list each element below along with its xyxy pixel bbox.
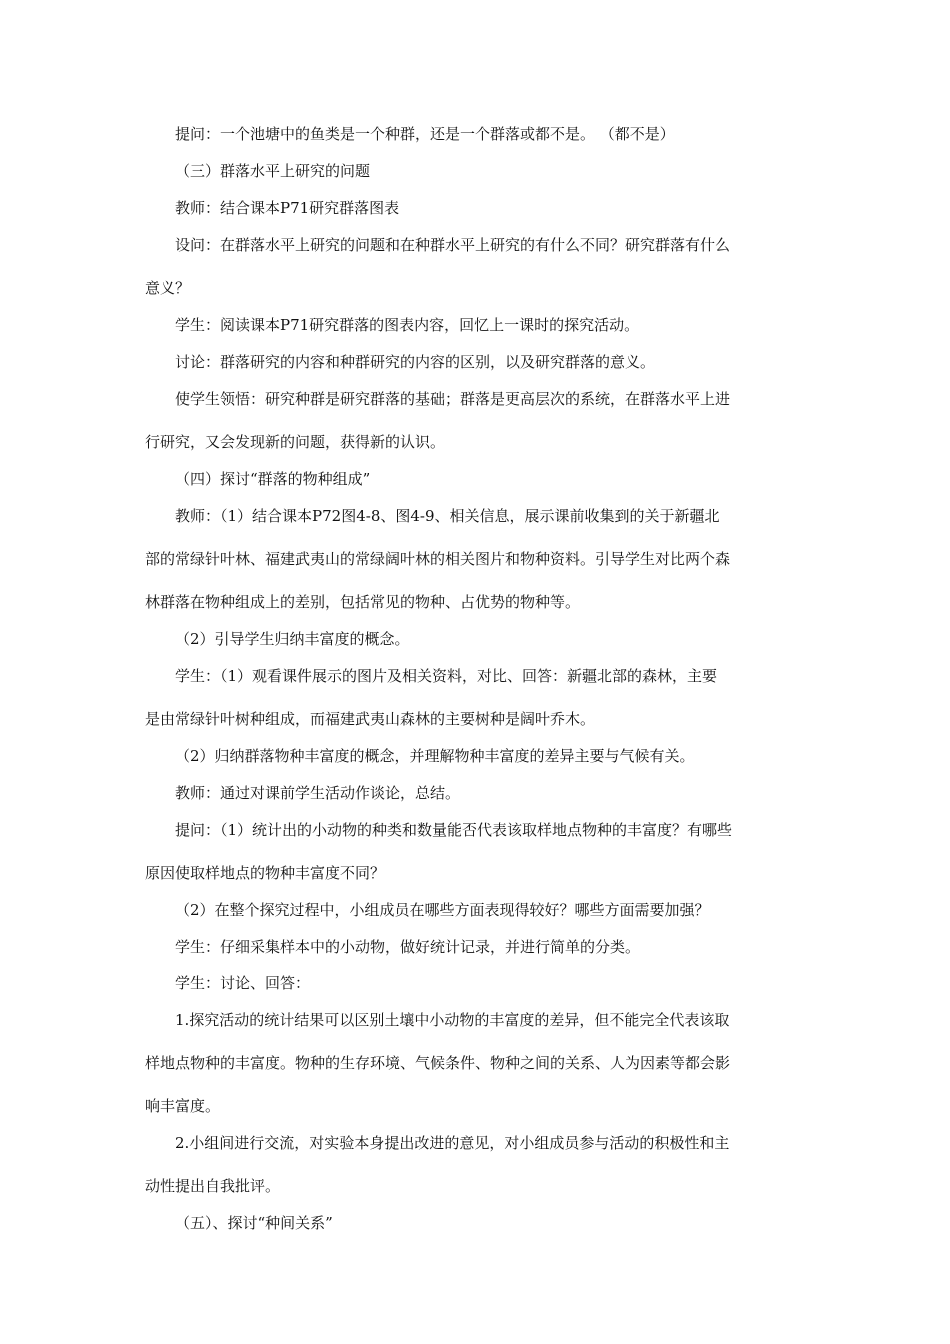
paragraph-line: 1.探究活动的统计结果可以区别土壤中小动物的丰富度的差异，但不能完全代表该取 [175, 1011, 730, 1029]
paragraph-line: 教师：（1）结合课本P72图4-8、图4-9、相关信息，展示课前收集到的关于新疆北 [175, 507, 720, 525]
section-heading: （四）探讨“群落的物种组成” [175, 470, 371, 488]
paragraph-line: 教师：结合课本P71研究群落图表 [175, 199, 400, 217]
paragraph-line: 原因使取样地点的物种丰富度不同？ [145, 864, 386, 882]
paragraph-line: 使学生领悟：研究种群是研究群落的基础；群落是更高层次的系统，在群落水平上进 [175, 390, 731, 408]
paragraph-line: 动性提出自我批评。 [145, 1177, 281, 1195]
paragraph-line: （2）引导学生归纳丰富度的概念。 [175, 630, 410, 648]
paragraph-line: 学生：（1）观看课件展示的图片及相关资料，对比、回答：新疆北部的森林，主要 [175, 667, 718, 685]
paragraph-line: （2）归纳群落物种丰富度的概念，并理解物种丰富度的差异主要与气候有关。 [175, 747, 695, 765]
paragraph-line: 学生：仔细采集样本中的小动物，做好统计记录，并进行简单的分类。 [175, 938, 641, 956]
paragraph-line: 样地点物种的丰富度。物种的生存环境、气候条件、物种之间的关系、人为因素等都会影 [145, 1054, 731, 1072]
paragraph-line: 教师：通过对课前学生活动作谈论，总结。 [175, 784, 461, 802]
paragraph-line: 响丰富度。 [145, 1097, 221, 1115]
paragraph-line: 提问：（1）统计出的小动物的种类和数量能否代表该取样地点物种的丰富度？有哪些 [175, 821, 733, 839]
paragraph-line: 2.小组间进行交流，对实验本身提出改进的意见，对小组成员参与活动的积极性和主 [175, 1134, 730, 1152]
paragraph-line: 讨论：群落研究的内容和种群研究的内容的区别，以及研究群落的意义。 [175, 353, 656, 371]
paragraph-line: 设问：在群落水平上研究的问题和在种群水平上研究的有什么不同？研究群落有什么 [175, 236, 731, 254]
paragraph-line: 行研究，又会发现新的问题，获得新的认识。 [145, 433, 446, 451]
paragraph-line: （2）在整个探究过程中，小组成员在哪些方面表现得较好？哪些方面需要加强？ [175, 901, 710, 919]
paragraph-line: 是由常绿针叶树种组成，而福建武夷山森林的主要树种是阔叶乔木。 [145, 710, 596, 728]
paragraph-line: 林群落在物种组成上的差别，包括常见的物种、占优势的物种等。 [145, 593, 581, 611]
paragraph-line: 意义？ [145, 279, 191, 297]
paragraph-line: 学生：阅读课本P71研究群落的图表内容，回忆上一课时的探究活动。 [175, 316, 640, 334]
paragraph-line: 提问：一个池塘中的鱼类是一个种群，还是一个群落或都不是。 （都不是） [175, 125, 675, 143]
section-heading: （五）、探讨“种间关系” [175, 1214, 333, 1232]
section-heading: （三）群落水平上研究的问题 [175, 162, 371, 180]
paragraph-line: 学生：讨论、回答： [175, 974, 311, 992]
paragraph-line: 部的常绿针叶林、福建武夷山的常绿阔叶林的相关图片和物种资料。引导学生对比两个森 [145, 550, 731, 568]
document-body [145, 124, 807, 1250]
